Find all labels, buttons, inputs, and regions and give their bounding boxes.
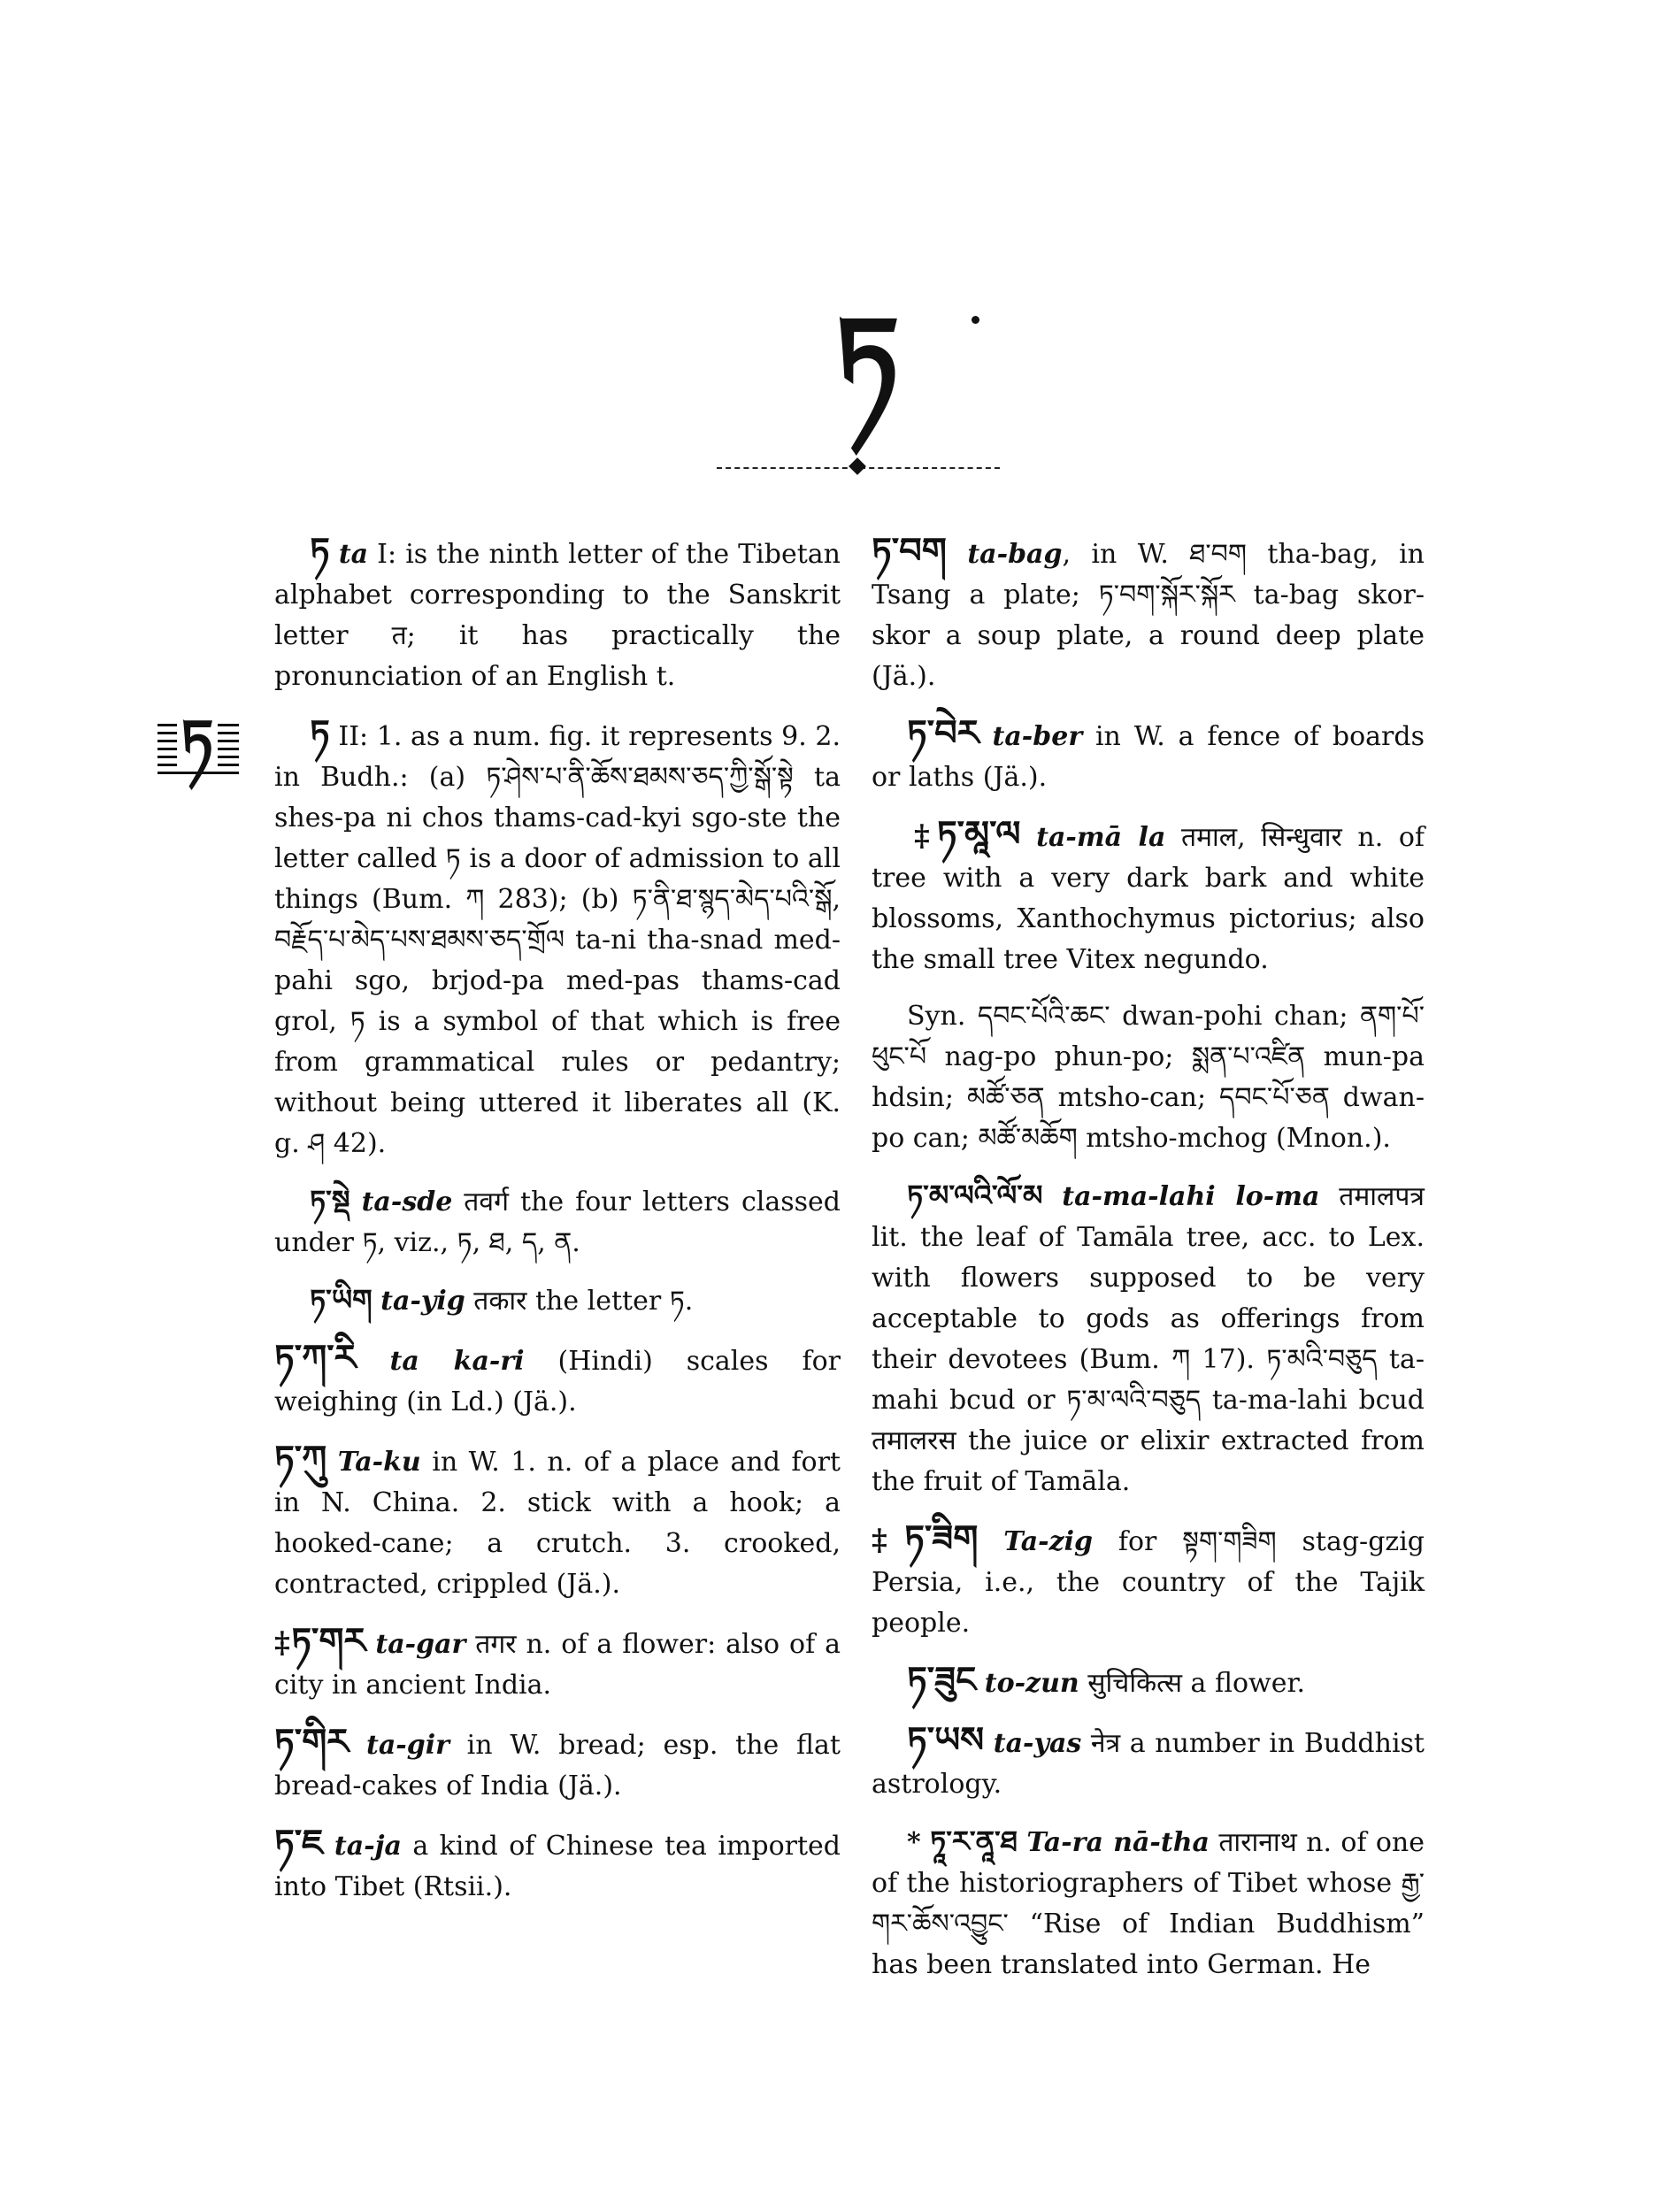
margin-glyph-letter: ཏ [177,711,218,770]
entry-ta-sde [274,1180,841,1263]
entry-ta-gir [274,1722,841,1807]
entry-ta-ber [872,713,1425,798]
entry-ta-gar [274,1621,841,1706]
entry-synonyms [872,996,1425,1159]
entry-definition: , in W. ཐ་བག tha-bag, in Tsang a plate; ཏ་བག་སྐོར་སྐོར ta-bag skor-skor a soup plate, a round deep plate (Jä.). [872,539,1425,692]
entry-romanization: Ta-ku [337,1447,421,1478]
entry-headword: ཏ་ཟུང [907,1659,977,1701]
entry-definition: II: 1. as a num. fig. it represents 9. 2. in Budh.: (a) ཏ་ཤེས་པ་ནི་ཆོས་ཐམས་ཅད་ཀྱི་སྒོ་སྟེ ta shes-pa ni chos thams-cad-kyi sgo-ste the letter called ཏ is a door of admission to all things (Bum. ཀ 283); (b) ཏ་ནི་ཐ་སྙད་མེད་པའི་སྒོ, བརྗོད་པ་མེད་པས་ཐམས་ཅད་གྲོལ ta-ni tha-snad med-pahi sgo, brjod-pa med-pas thams-cad grol, ཏ is a symbol of that which is free from grammatical rules or pedantry; without being uttered it liberates all (K. g. ཤ 42). [274,721,841,1159]
entry-headword: ཏ་ཀ་རི [274,1337,357,1379]
entry-definition: तारानाथ n. of one of the historiographers of Tibet whose རྒྱ་གར་ཆོས་འབྱུང་ “Rise of Indian Buddhism” has been translated into German. He [872,1827,1425,1980]
left-column [274,531,841,1924]
entry-definition: तमाल, सिन्धुवार n. of tree with a very dark bark and white blossoms, Xanthochymus pictorius; also the small tree Vitex negundo. [872,822,1425,975]
entry-romanization: ta-gar [375,1629,466,1660]
entry-definition: तगर n. of a flower: also of a city in ancient India. [274,1629,841,1701]
entry-ta-yig [274,1279,841,1322]
entry-definition: I: is the ninth letter of the Tibetan alphabet corresponding to the Sanskrit letter त; it has practically the pronunciation of an English t. [274,539,841,692]
entry-ta-zig [872,1518,1425,1644]
entry-definition: नेत्र a number in Buddhist astrology. [872,1728,1425,1800]
entry-definition: in W. bread; esp. the flat bread-cakes of India (Jä.). [274,1730,841,1801]
entry-headword: ཏ [310,712,330,754]
entry-romanization: ta-gir [365,1730,449,1761]
entry-headword: ཏ་ཡིག [310,1283,373,1317]
entry-romanization: to-zun [984,1668,1079,1699]
entry-headword: ཏ་ཟིག [904,1517,979,1559]
entry-headword: ཏ་ཇ [274,1822,324,1863]
entry-ta-ka-ri [274,1338,841,1423]
entry-definition: for སྟག་གཟིག stag-gzig Persia, i.e., the country of the Tajik people. [872,1526,1425,1639]
entry-headword: ཏ་ཡས [907,1719,985,1761]
entry-romanization: ta [338,539,369,570]
entry-romanization: ta-ber [992,721,1083,752]
entry-headword: ཏ་གིར [274,1721,349,1763]
entry-ta-ma-la [872,814,1425,980]
entry-romanization: ta ka-ri [389,1346,525,1377]
entry-definition: तवर्ग the four letters classed under ཏ, viz., ཏ, ཐ, ད, ན. [274,1187,841,1258]
entry-ta-ku [274,1439,841,1605]
entry-definition: in W. 1. n. of a place and fort in N. China. 2. stick with a hook; a hooked-cane; a crutch. 3. crooked, contracted, crippled (Jä.). [274,1447,841,1600]
entry-definition: तकार the letter ཏ. [465,1286,694,1317]
page-head-letter: ཏ [834,290,900,426]
entry-romanization: Ta-zig [1003,1526,1094,1557]
entry-romanization: ta-mā la [1036,822,1166,853]
entry-headword: ཏ་མ་ལའི་ལོ་མ [907,1179,1043,1212]
entry-ta-yas [872,1720,1425,1805]
entry-ta-ma-lahi-lo-ma [872,1175,1425,1502]
dagger-mark: ‡ [872,1523,905,1558]
entry-romanization: ta-yig [380,1286,465,1317]
entry-romanization: ta-ma-lahi lo-ma [1062,1181,1320,1212]
entry-definition: in W. a fence of boards or laths (Jä.). [872,721,1425,793]
entry-headword: ཏ་མཱ་ལ [936,813,1021,855]
entry-headword: ཏ [310,530,330,572]
entry-definition: Syn. དབང་པོའི་ཆང་ dwan-pohi chan; ནག་པོ་ཕུང་པོ nag-po phun-po; སྨན་པ་འཛིན mun-pa hdsin; མཚོ་ཅན mtsho-can; དབང་པོ་ཅན dwan-po can; མཚོ་མཆོག mtsho-mchog (Mnon.). [872,1001,1425,1154]
margin-glyph [157,706,239,775]
entry-romanization: ta-yas [993,1728,1082,1759]
entry-headword: ཏ་སྡེ [310,1184,350,1217]
entry-definition: (Hindi) scales for weighing (in Ld.) (Jä.). [274,1346,841,1417]
entry-romanization: Ta-ra nā-tha [1026,1827,1210,1858]
entry-to-zun [872,1660,1425,1704]
entry-definition: a kind of Chinese tea imported into Tibet (Rtsii.). [274,1831,841,1902]
entry-romanization: ta-bag [967,539,1063,570]
entry-headword: ཏ་གར [291,1620,366,1662]
entry-ta-ra-na-tha [872,1821,1425,1985]
entry-romanization: ta-ja [334,1831,402,1862]
dagger-mark: ‡ [274,1625,292,1661]
header-diamond [849,457,866,475]
entry-headword: ཏཱ་ར་ནཱ་ཐ [930,1824,1018,1858]
entry-ta-bag [872,531,1425,697]
entry-ta-ja [274,1823,841,1908]
entry-romanization: ta-sde [361,1187,453,1217]
entry-headword: ཏ་ཀུ [274,1438,327,1479]
entry-headword: ཏ་བག [872,530,947,572]
entry-definition: तमालपत्र lit. the leaf of Tamāla tree, acc. to Lex. with flowers supposed to be very acceptable to gods as offerings from their devotees (Bum. ཀ 17). ཏ་མའི་བཅུད ta-mahi bcud or ཏ་མ་ལའི་བཅུད ta-ma-lahi bcud तमालरस the juice or elixir extracted from the fruit of Tamāla. [872,1181,1425,1497]
star-mark: * [907,1827,921,1858]
entry-ta-1 [274,531,841,697]
entry-headword: ཏ་བེར [907,712,979,754]
dagger-mark: ‡ [907,818,937,854]
entry-definition: सुचिकित्स a flower. [1079,1668,1306,1699]
right-column [872,531,1425,2001]
header-dot [972,316,979,324]
entry-ta-2 [274,713,841,1164]
